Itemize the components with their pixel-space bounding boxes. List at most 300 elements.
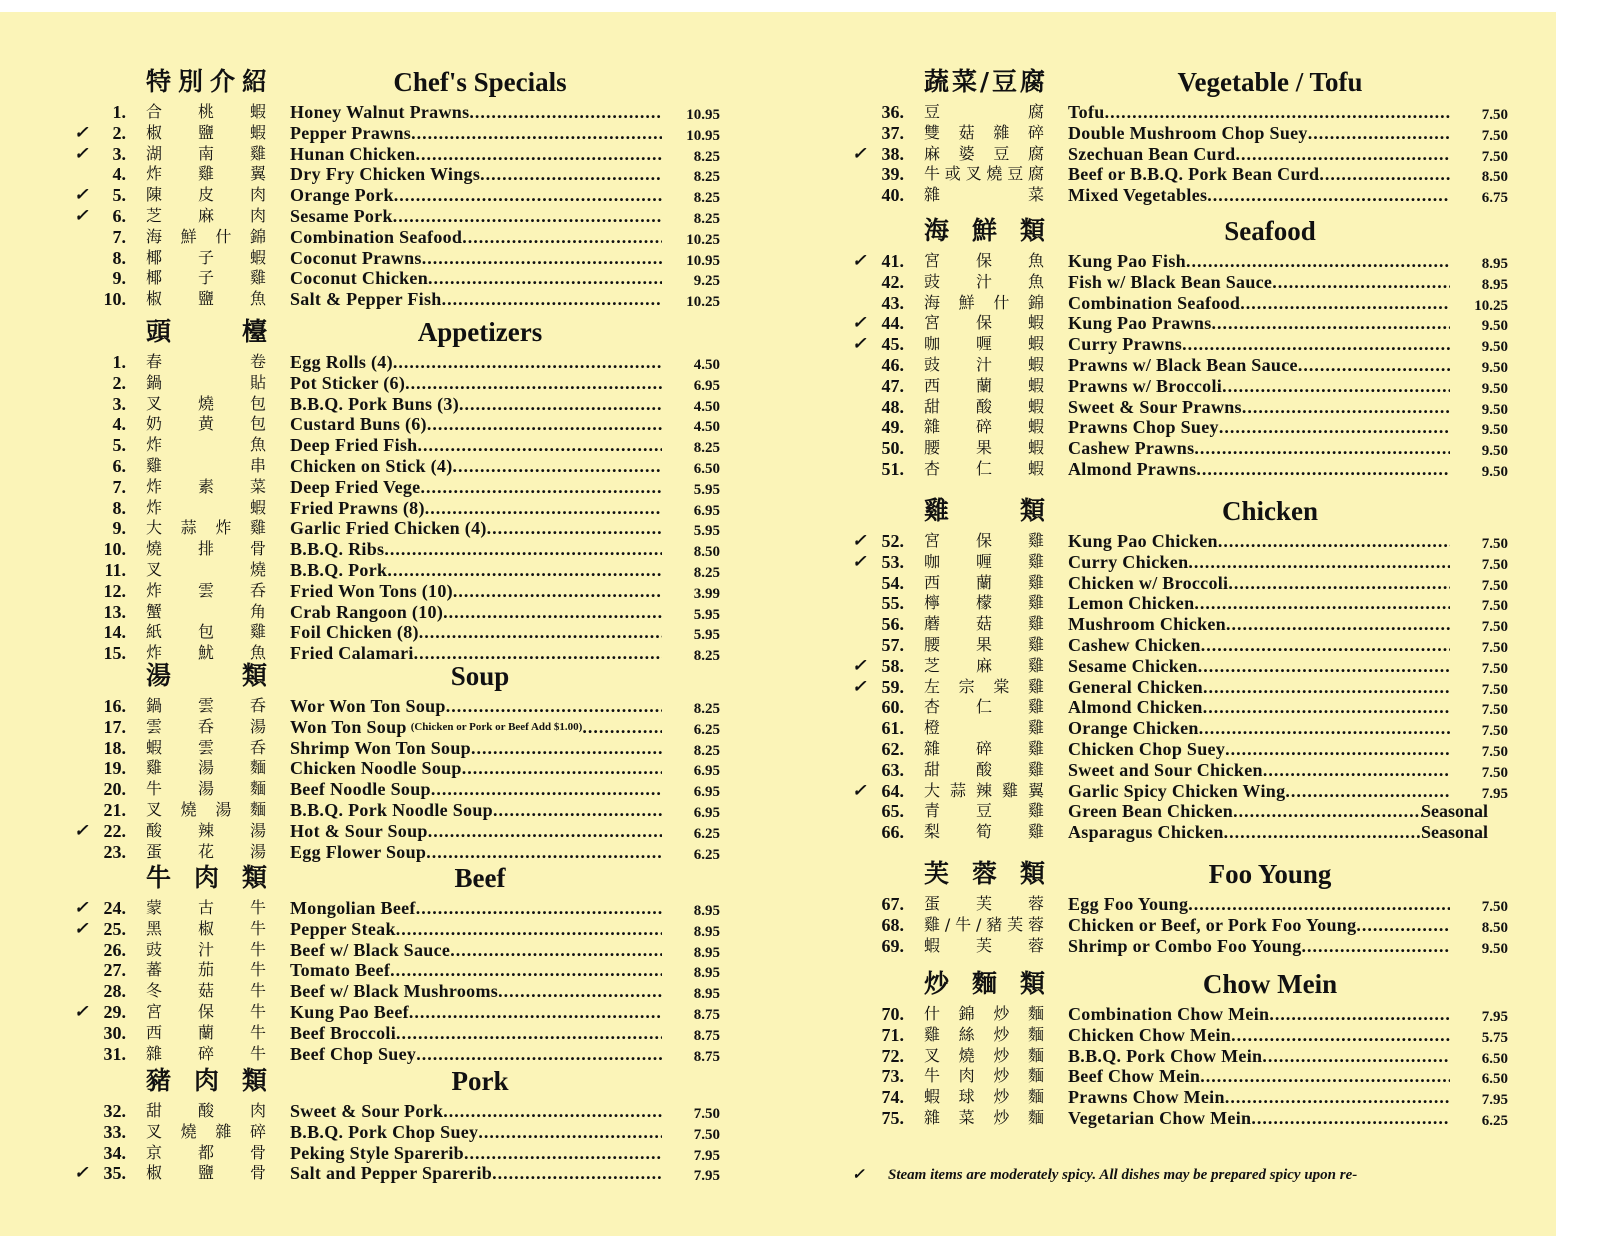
item-number: 17.	[103, 716, 126, 737]
menu-item	[74, 268, 724, 289]
menu-item	[852, 760, 1512, 781]
menu-item	[74, 960, 724, 981]
dot-leader	[582, 717, 662, 738]
dot-leader	[411, 123, 662, 144]
item-chinese-name: 京都骨	[146, 1142, 266, 1162]
item-name: Orange Chicken	[1068, 718, 1199, 739]
item-name-line	[1068, 677, 1450, 698]
item-chinese-name: 椒鹽蝦	[146, 122, 266, 142]
item-name-line	[1068, 313, 1450, 334]
item-name-line	[290, 164, 662, 185]
item-chinese-name: 春卷	[146, 352, 266, 371]
menu-item	[852, 313, 1512, 334]
dot-leader	[1233, 801, 1422, 822]
item-chinese-name: 蝦雲呑	[146, 737, 266, 757]
item-number: 61.	[881, 718, 904, 739]
item-price: 7.50	[693, 1126, 720, 1143]
item-price: 8.50	[1481, 919, 1508, 936]
dot-leader	[1225, 739, 1450, 760]
item-name-line	[290, 102, 662, 123]
menu-item	[852, 1046, 1512, 1067]
dot-leader	[478, 1122, 662, 1143]
section-header	[852, 62, 1512, 102]
item-name-line	[290, 717, 662, 738]
section-chowmein	[852, 964, 1512, 1129]
item-price: 3.99	[693, 585, 720, 602]
item-name: Hot & Sour Soup	[290, 820, 428, 841]
item-name: B.B.Q. Pork Buns (3)	[290, 393, 460, 414]
item-chinese-name: 咖喱雞	[924, 551, 1044, 571]
item-number: 37.	[881, 122, 904, 143]
item-price: 9.50	[1481, 422, 1508, 439]
item-name-line	[290, 185, 662, 206]
item-name-line	[290, 1163, 662, 1184]
item-number: 23.	[103, 841, 126, 862]
dot-leader	[1196, 459, 1450, 480]
item-name: Curry Chicken	[1068, 551, 1189, 572]
menu-item	[74, 394, 724, 415]
item-chinese-name: 西蘭蝦	[924, 375, 1044, 395]
dot-leader	[1319, 164, 1450, 185]
menu-item	[852, 822, 1512, 843]
item-number: 46.	[881, 354, 904, 375]
item-price: 6.25	[693, 825, 720, 842]
item-number: 10.	[103, 539, 126, 560]
item-number: 13.	[103, 601, 126, 622]
item-name: Prawns Chow Mein	[1068, 1087, 1225, 1108]
item-number: 71.	[881, 1024, 904, 1045]
item-name-line	[290, 435, 662, 456]
dot-leader	[1228, 573, 1450, 594]
item-price: 6.25	[693, 846, 720, 863]
menu-item	[74, 539, 724, 560]
dot-leader	[1201, 635, 1450, 656]
dot-leader	[498, 981, 662, 1002]
item-price: 9.25	[693, 273, 720, 290]
item-chinese-name: 蒙古牛	[146, 898, 266, 917]
item-chinese-name: 冬菇牛	[146, 981, 266, 1001]
item-number: 26.	[103, 939, 126, 960]
item-name-line	[1068, 1108, 1450, 1129]
item-name-line	[290, 289, 662, 310]
menu-item	[74, 560, 724, 581]
item-chinese-name: 陳皮肉	[146, 185, 266, 205]
item-name-line	[290, 123, 662, 144]
item-name-line	[290, 373, 662, 394]
spicy-icon: ✓	[852, 313, 867, 333]
item-number: 41.	[881, 251, 904, 271]
item-chinese-name: 海鮮什錦	[924, 292, 1044, 312]
footnote-text: Steam items are moderately spicy. All dishes may be prepared spicy upon re-	[888, 1167, 1358, 1183]
item-chinese-name: 海鮮什錦	[146, 226, 266, 246]
item-chinese-name: 蝦芙蓉	[924, 935, 1044, 955]
dot-leader	[1198, 656, 1450, 677]
dot-leader	[1194, 438, 1450, 459]
menu-item	[852, 552, 1512, 573]
menu-item	[852, 1087, 1512, 1108]
item-price: 7.95	[1481, 1092, 1508, 1109]
dot-leader	[1212, 313, 1450, 334]
dot-leader	[1224, 822, 1422, 843]
item-number: 30.	[103, 1022, 126, 1043]
item-price: 7.50	[1481, 536, 1508, 552]
item-number: 54.	[881, 572, 904, 593]
item-chinese-name: 芝麻肉	[146, 205, 266, 225]
item-price: 5.95	[693, 523, 720, 540]
section-chef	[74, 62, 724, 310]
dot-leader	[453, 456, 662, 477]
item-chinese-name: 雲呑湯	[146, 716, 266, 736]
dot-leader	[469, 102, 662, 123]
item-number: 56.	[881, 614, 904, 635]
menu-item	[74, 102, 724, 123]
item-name: Shrimp or Combo Foo Young	[1068, 935, 1302, 956]
menu-item	[74, 800, 724, 821]
item-price: 7.50	[1481, 723, 1508, 740]
item-price: 8.25	[693, 210, 720, 227]
menu-item	[74, 477, 724, 498]
menu-item	[74, 164, 724, 185]
item-number: 38.	[881, 143, 904, 164]
section-title-chinese: 蔬菜/豆腐	[924, 67, 1046, 96]
item-number: 1.	[112, 352, 126, 372]
item-chinese-name: 湖南雞	[146, 143, 266, 163]
item-name: Coconut Prawns	[290, 247, 422, 268]
item-number: 2.	[112, 372, 126, 393]
item-price: 8.95	[1481, 276, 1508, 293]
menu-item	[74, 779, 724, 800]
menu-item	[852, 739, 1512, 760]
item-name: Wor Won Ton Soup	[290, 696, 446, 716]
menu-page	[0, 12, 1556, 1236]
dot-leader	[1262, 1046, 1450, 1067]
spicy-footnote	[852, 1165, 1552, 1184]
item-name-line	[1068, 123, 1450, 144]
dot-leader	[459, 394, 662, 415]
item-number: 43.	[881, 292, 904, 313]
item-number: 42.	[881, 271, 904, 292]
dot-leader	[1188, 894, 1450, 915]
section-title: Seafood	[1224, 216, 1316, 246]
item-name-line	[290, 1101, 662, 1122]
spicy-icon: ✓	[74, 185, 89, 205]
item-price: 9.50	[1481, 443, 1508, 460]
item-chinese-name: 鍋雲呑	[146, 696, 266, 715]
menu-item	[852, 677, 1512, 698]
item-number: 18.	[103, 737, 126, 758]
menu-item	[74, 898, 724, 919]
item-number: 21.	[103, 799, 126, 820]
dot-leader	[492, 1163, 662, 1184]
item-price: 7.50	[1481, 107, 1508, 123]
dot-leader	[1235, 144, 1450, 165]
item-chinese-name: 甜酸蝦	[924, 396, 1044, 416]
item-price: 8.25	[693, 148, 720, 165]
item-name-line	[290, 821, 662, 842]
item-number: 9.	[112, 268, 126, 289]
dot-leader	[487, 518, 662, 539]
item-price: 7.95	[693, 1168, 720, 1185]
item-chinese-name: 炸素菜	[146, 476, 266, 496]
dot-leader	[396, 1023, 662, 1044]
item-number: 36.	[881, 102, 904, 122]
item-name-line	[1068, 936, 1450, 957]
item-price: 6.95	[693, 763, 720, 780]
item-price: 8.95	[1481, 256, 1508, 272]
item-price: 9.50	[1481, 318, 1508, 335]
menu-item	[74, 981, 724, 1002]
item-name: Beef w/ Black Sauce	[290, 939, 451, 960]
item-name-line	[1068, 573, 1450, 594]
item-number: 10.	[103, 289, 126, 310]
item-name: Pot Sticker (6)	[290, 372, 406, 393]
item-number: 47.	[881, 375, 904, 396]
dot-leader	[394, 185, 662, 206]
item-chinese-name: 蕃茄牛	[146, 960, 266, 980]
dot-leader	[428, 821, 662, 842]
item-chinese-name: 蛋芙蓉	[924, 894, 1044, 913]
item-number: 66.	[881, 822, 904, 843]
section-chicken	[852, 491, 1512, 843]
item-price: 8.75	[693, 1006, 720, 1023]
menu-item	[852, 438, 1512, 459]
item-chinese-name: 雞湯麵	[146, 758, 266, 778]
item-name-line	[1068, 1087, 1450, 1108]
item-name: Double Mushroom Chop Suey	[1068, 122, 1308, 143]
item-name: Won Ton Soup	[290, 716, 407, 737]
item-chinese-name: 豉汁牛	[146, 939, 266, 959]
dot-leader	[1231, 1025, 1450, 1046]
item-name: Tofu	[1068, 102, 1105, 122]
item-chinese-name: 紙包雞	[146, 622, 266, 642]
item-name-line	[1068, 293, 1450, 314]
menu-item	[74, 717, 724, 738]
dot-leader	[462, 758, 662, 779]
item-chinese-name: 雜碎蝦	[924, 417, 1044, 437]
item-name-line	[1068, 459, 1450, 480]
dot-leader	[1218, 531, 1450, 552]
spicy-icon: ✓	[852, 143, 867, 163]
menu-item	[74, 1101, 724, 1122]
item-name: Chicken or Beef, or Pork Foo Young	[1068, 914, 1357, 935]
section-title: Beef	[454, 863, 506, 893]
item-price: 9.50	[1481, 940, 1508, 957]
dot-leader	[390, 960, 662, 981]
item-name: Fried Calamari	[290, 643, 414, 664]
section-header	[74, 1061, 724, 1101]
item-price: 8.75	[693, 1027, 720, 1044]
menu-item	[74, 1002, 724, 1023]
menu-item	[74, 696, 724, 717]
dot-leader	[1182, 334, 1450, 355]
spicy-icon: ✓	[74, 820, 89, 840]
menu-item	[852, 185, 1512, 206]
item-name: Dry Fry Chicken Wings	[290, 164, 481, 185]
item-name: B.B.Q. Pork Chow Mein	[1068, 1045, 1263, 1066]
dot-leader	[450, 940, 662, 961]
menu-item	[852, 781, 1512, 802]
section-header	[852, 211, 1512, 251]
dot-leader	[405, 373, 662, 394]
item-name-line	[290, 477, 662, 498]
item-price: 7.50	[1481, 681, 1508, 698]
section-title-chinese: 湯類	[146, 661, 268, 690]
item-price: 8.95	[693, 986, 720, 1003]
menu-item	[852, 397, 1512, 418]
dot-leader	[1302, 936, 1450, 957]
dot-leader	[1203, 697, 1450, 718]
item-name-line	[1068, 801, 1422, 822]
item-name: Chicken Chop Suey	[1068, 738, 1226, 759]
item-name: Prawns w/ Broccoli	[1068, 375, 1223, 396]
item-number: 73.	[881, 1066, 904, 1087]
item-name: Szechuan Bean Curd	[1068, 143, 1236, 164]
item-price: 6.25	[1481, 1112, 1508, 1129]
item-chinese-name: 甜酸肉	[146, 1101, 266, 1120]
item-name: Vegetarian Chow Mein	[1068, 1107, 1252, 1128]
menu-item	[852, 1025, 1512, 1046]
item-price: 7.50	[693, 1106, 720, 1122]
section-appetizers	[74, 312, 724, 664]
menu-item	[74, 185, 724, 206]
menu-item	[852, 144, 1512, 165]
menu-item	[852, 376, 1512, 397]
spicy-icon: ✓	[852, 334, 867, 354]
item-number: 5.	[112, 185, 126, 206]
item-price: 10.25	[1474, 297, 1508, 314]
item-name-line	[290, 352, 662, 373]
item-price: 4.50	[693, 398, 720, 415]
item-price: 4.50	[693, 357, 720, 373]
dot-leader	[425, 498, 662, 519]
item-number: 44.	[881, 313, 904, 334]
menu-item	[74, 435, 724, 456]
menu-item	[74, 456, 724, 477]
item-name: Mushroom Chicken	[1068, 614, 1226, 635]
item-name-line	[290, 919, 662, 940]
item-name-line	[1068, 915, 1450, 936]
item-number: 60.	[881, 697, 904, 718]
item-name: General Chicken	[1068, 676, 1203, 697]
section-pork	[74, 1061, 724, 1184]
menu-item	[852, 801, 1512, 822]
item-name-line	[1068, 417, 1450, 438]
menu-item	[852, 355, 1512, 376]
dot-leader	[1200, 1066, 1450, 1087]
item-price: 6.50	[693, 460, 720, 477]
dot-leader	[418, 435, 663, 456]
section-title-chinese: 豬肉類	[146, 1066, 268, 1095]
dot-leader	[1203, 677, 1450, 698]
menu-item	[74, 940, 724, 961]
item-number: 62.	[881, 738, 904, 759]
item-number: 53.	[881, 551, 904, 572]
dot-leader	[420, 477, 662, 498]
item-number: 9.	[112, 518, 126, 539]
item-name: Prawns Chop Suey	[1068, 417, 1219, 438]
item-chinese-name: 左宗棠雞	[924, 676, 1044, 696]
section-fooyoung	[852, 854, 1512, 956]
item-name: Sesame Pork	[290, 205, 393, 226]
item-number: 7.	[112, 476, 126, 497]
item-chinese-name: 燒排骨	[146, 539, 266, 559]
item-price: 8.95	[693, 965, 720, 982]
dot-leader	[393, 206, 662, 227]
item-number: 5.	[112, 435, 126, 456]
item-name: Green Bean Chicken	[1068, 801, 1234, 822]
item-chinese-name: 豉汁蝦	[924, 354, 1044, 374]
item-chinese-name: 叉燒炒麵	[924, 1045, 1044, 1065]
item-name: B.B.Q. Ribs	[290, 539, 385, 560]
dot-leader	[416, 898, 662, 919]
menu-item	[74, 248, 724, 269]
menu-item	[74, 602, 724, 623]
menu-item	[852, 1066, 1512, 1087]
item-note: (Chicken or Pork or Beef Add $1.00)	[410, 720, 583, 733]
item-number: 28.	[103, 981, 126, 1002]
spicy-icon: ✓	[852, 251, 867, 270]
item-name-line	[1068, 822, 1422, 843]
menu-item	[852, 334, 1512, 355]
menu-item	[852, 293, 1512, 314]
menu-item	[74, 498, 724, 519]
dot-leader	[1219, 417, 1450, 438]
dot-leader	[1272, 272, 1450, 293]
item-number: 3.	[112, 143, 126, 164]
item-name: Kung Pao Chicken	[1068, 531, 1218, 551]
item-number: 58.	[881, 655, 904, 676]
item-name-line	[290, 622, 662, 643]
dot-leader	[464, 1143, 662, 1164]
item-chinese-name: 腰果雞	[924, 634, 1044, 654]
item-chinese-name: 雜碎雞	[924, 738, 1044, 758]
item-number: 19.	[103, 758, 126, 779]
spicy-icon: ✓	[852, 780, 867, 800]
item-chinese-name: 檸檬雞	[924, 593, 1044, 613]
section-title-chinese: 特別介紹	[146, 67, 268, 96]
item-number: 64.	[881, 780, 904, 801]
item-price: 8.25	[693, 742, 720, 759]
section-title-chinese: 牛肉類	[146, 863, 268, 892]
item-number: 65.	[881, 801, 904, 822]
item-price: Seasonal	[1420, 801, 1488, 822]
menu-item	[852, 614, 1512, 635]
dot-leader	[1199, 718, 1450, 739]
dot-leader	[387, 560, 662, 581]
spicy-icon: ✓	[74, 143, 89, 163]
dot-leader	[1188, 552, 1450, 573]
item-name: B.B.Q. Pork Chop Suey	[290, 1121, 479, 1142]
item-name-line	[290, 1002, 662, 1023]
item-chinese-name: 炸雲呑	[146, 580, 266, 600]
item-chinese-name: 咖喱蝦	[924, 334, 1044, 354]
item-name: Prawns w/ Black Bean Sauce	[1068, 354, 1298, 375]
item-number: 49.	[881, 417, 904, 438]
item-name-line	[1068, 635, 1450, 656]
item-price: 6.95	[693, 377, 720, 394]
menu-item	[852, 915, 1512, 936]
dot-leader	[453, 581, 662, 602]
dot-leader	[442, 289, 662, 310]
menu-item	[74, 622, 724, 643]
item-chinese-name: 炸魚	[146, 435, 266, 455]
item-name: Kung Pao Prawns	[1068, 313, 1212, 334]
item-chinese-name: 炸魷魚	[146, 643, 266, 663]
item-price: 6.95	[693, 784, 720, 801]
section-title-chinese: 芙蓉類	[924, 859, 1046, 888]
item-name: Mongolian Beef	[290, 898, 416, 918]
item-number: 3.	[112, 393, 126, 414]
